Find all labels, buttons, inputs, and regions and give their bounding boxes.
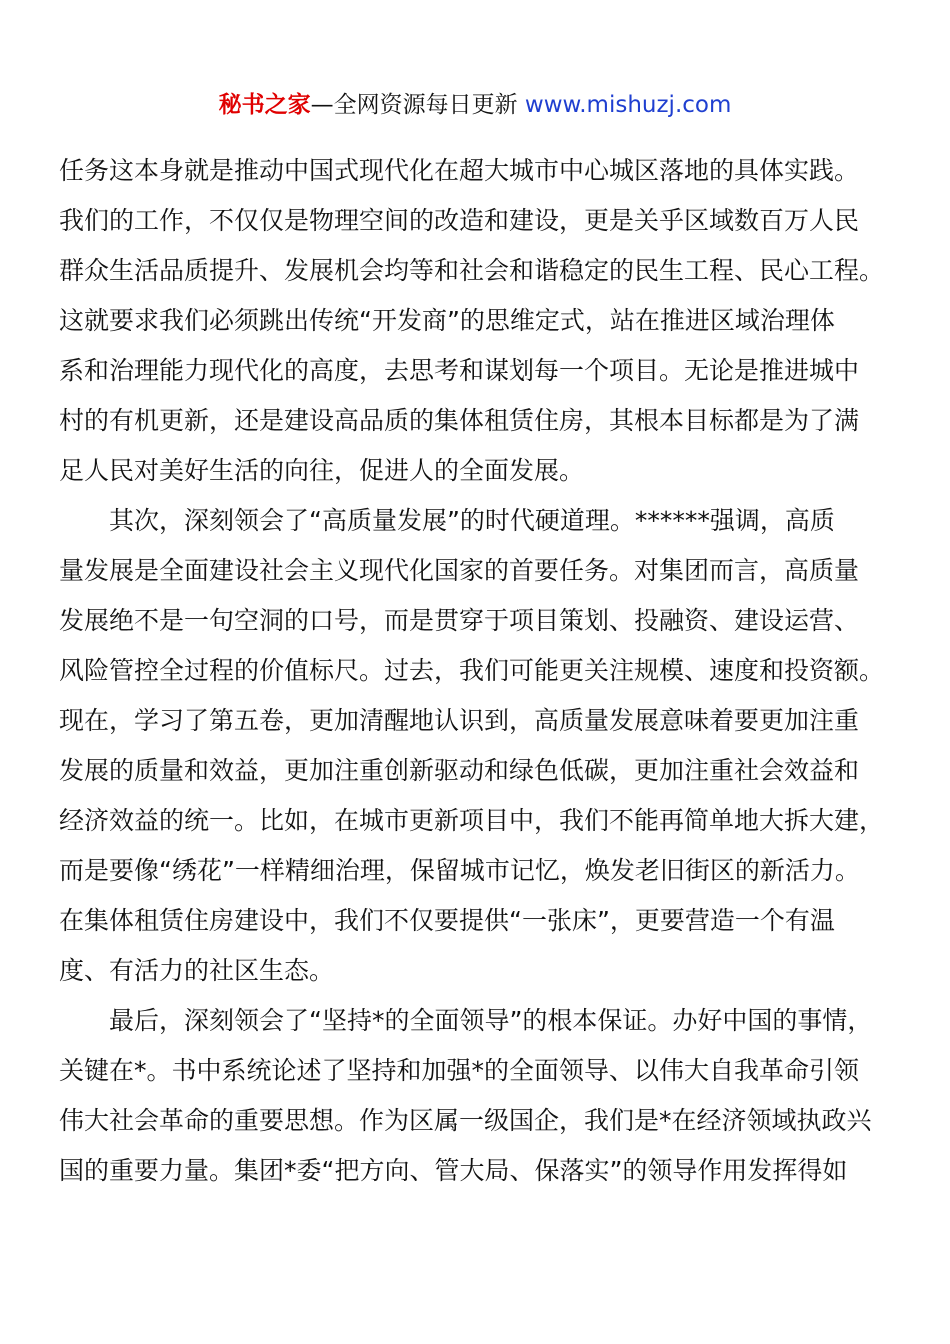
site-url[interactable]: www.mishuzj.com [524,92,732,118]
text-line: 系和治理能力现代化的高度，去思考和谋划每一个项目。无论是推进城中 [59,356,860,385]
text-line: 发展的质量和效益，更加注重创新驱动和绿色低碳，更加注重社会效益和 [59,756,860,785]
text-line: 发展绝不是一句空洞的口号，而是贯穿于项目策划、投融资、建设运营、 [59,606,860,635]
paragraph-first-line: 其次，深刻领会了“高质量发展”的时代硬道理。******强调，高质 [109,506,835,535]
text-line: 村的有机更新，还是建设高品质的集体租赁住房，其根本目标都是为了满 [59,406,860,435]
text-line: 风险管控全过程的价值标尺。过去，我们可能更关注规模、速度和投资额。 [59,656,885,685]
text-line: 足人民对美好生活的向往，促进人的全面发展。 [59,456,585,485]
text-line: 量发展是全面建设社会主义现代化国家的首要任务。对集团而言，高质量 [59,556,860,585]
site-brand: 秘书之家 [218,92,311,118]
text-line: 任务这本身就是推动中国式现代化在超大城市中心城区落地的具体实践。 [59,156,860,185]
paragraph-first-line: 最后，深刻领会了“坚持*的全面领导”的根本保证。办好中国的事情， [109,1006,873,1035]
text-line: 群众生活品质提升、发展机会均等和社会和谐稳定的民生工程、民心工程。 [59,256,885,285]
text-line: 在集体租赁住房建设中，我们不仅要提供“一张床”，更要营造一个有温 [59,906,835,935]
text-line: 伟大社会革命的重要思想。作为区属一级国企，我们是*在经济领域执政兴 [59,1106,872,1135]
text-line: 关键在*。书中系统论述了坚持和加强*的全面领导、以伟大自我革命引领 [59,1056,860,1085]
site-header [0,88,950,122]
text-line: 我们的工作，不仅仅是物理空间的改造和建设，更是关乎区域数百万人民 [59,206,860,235]
document-body [59,146,899,1196]
text-line: 而是要像“绣花”一样精细治理，保留城市记忆，焕发老旧街区的新活力。 [59,856,860,885]
text-line: 这就要求我们必须跳出传统“开发商”的思维定式，站在推进区域治理体 [59,306,835,335]
site-tagline: —全网资源每日更新 [310,92,525,118]
text-line: 度、有活力的社区生态。 [59,956,335,985]
text-line: 国的重要力量。集团*委“把方向、管大局、保落实”的领导作用发挥得如 [59,1156,848,1185]
text-line: 经济效益的统一。比如，在城市更新项目中，我们不能再简单地大拆大建， [59,806,885,835]
text-line: 现在，学习了第五卷，更加清醒地认识到，高质量发展意味着要更加注重 [59,706,860,735]
